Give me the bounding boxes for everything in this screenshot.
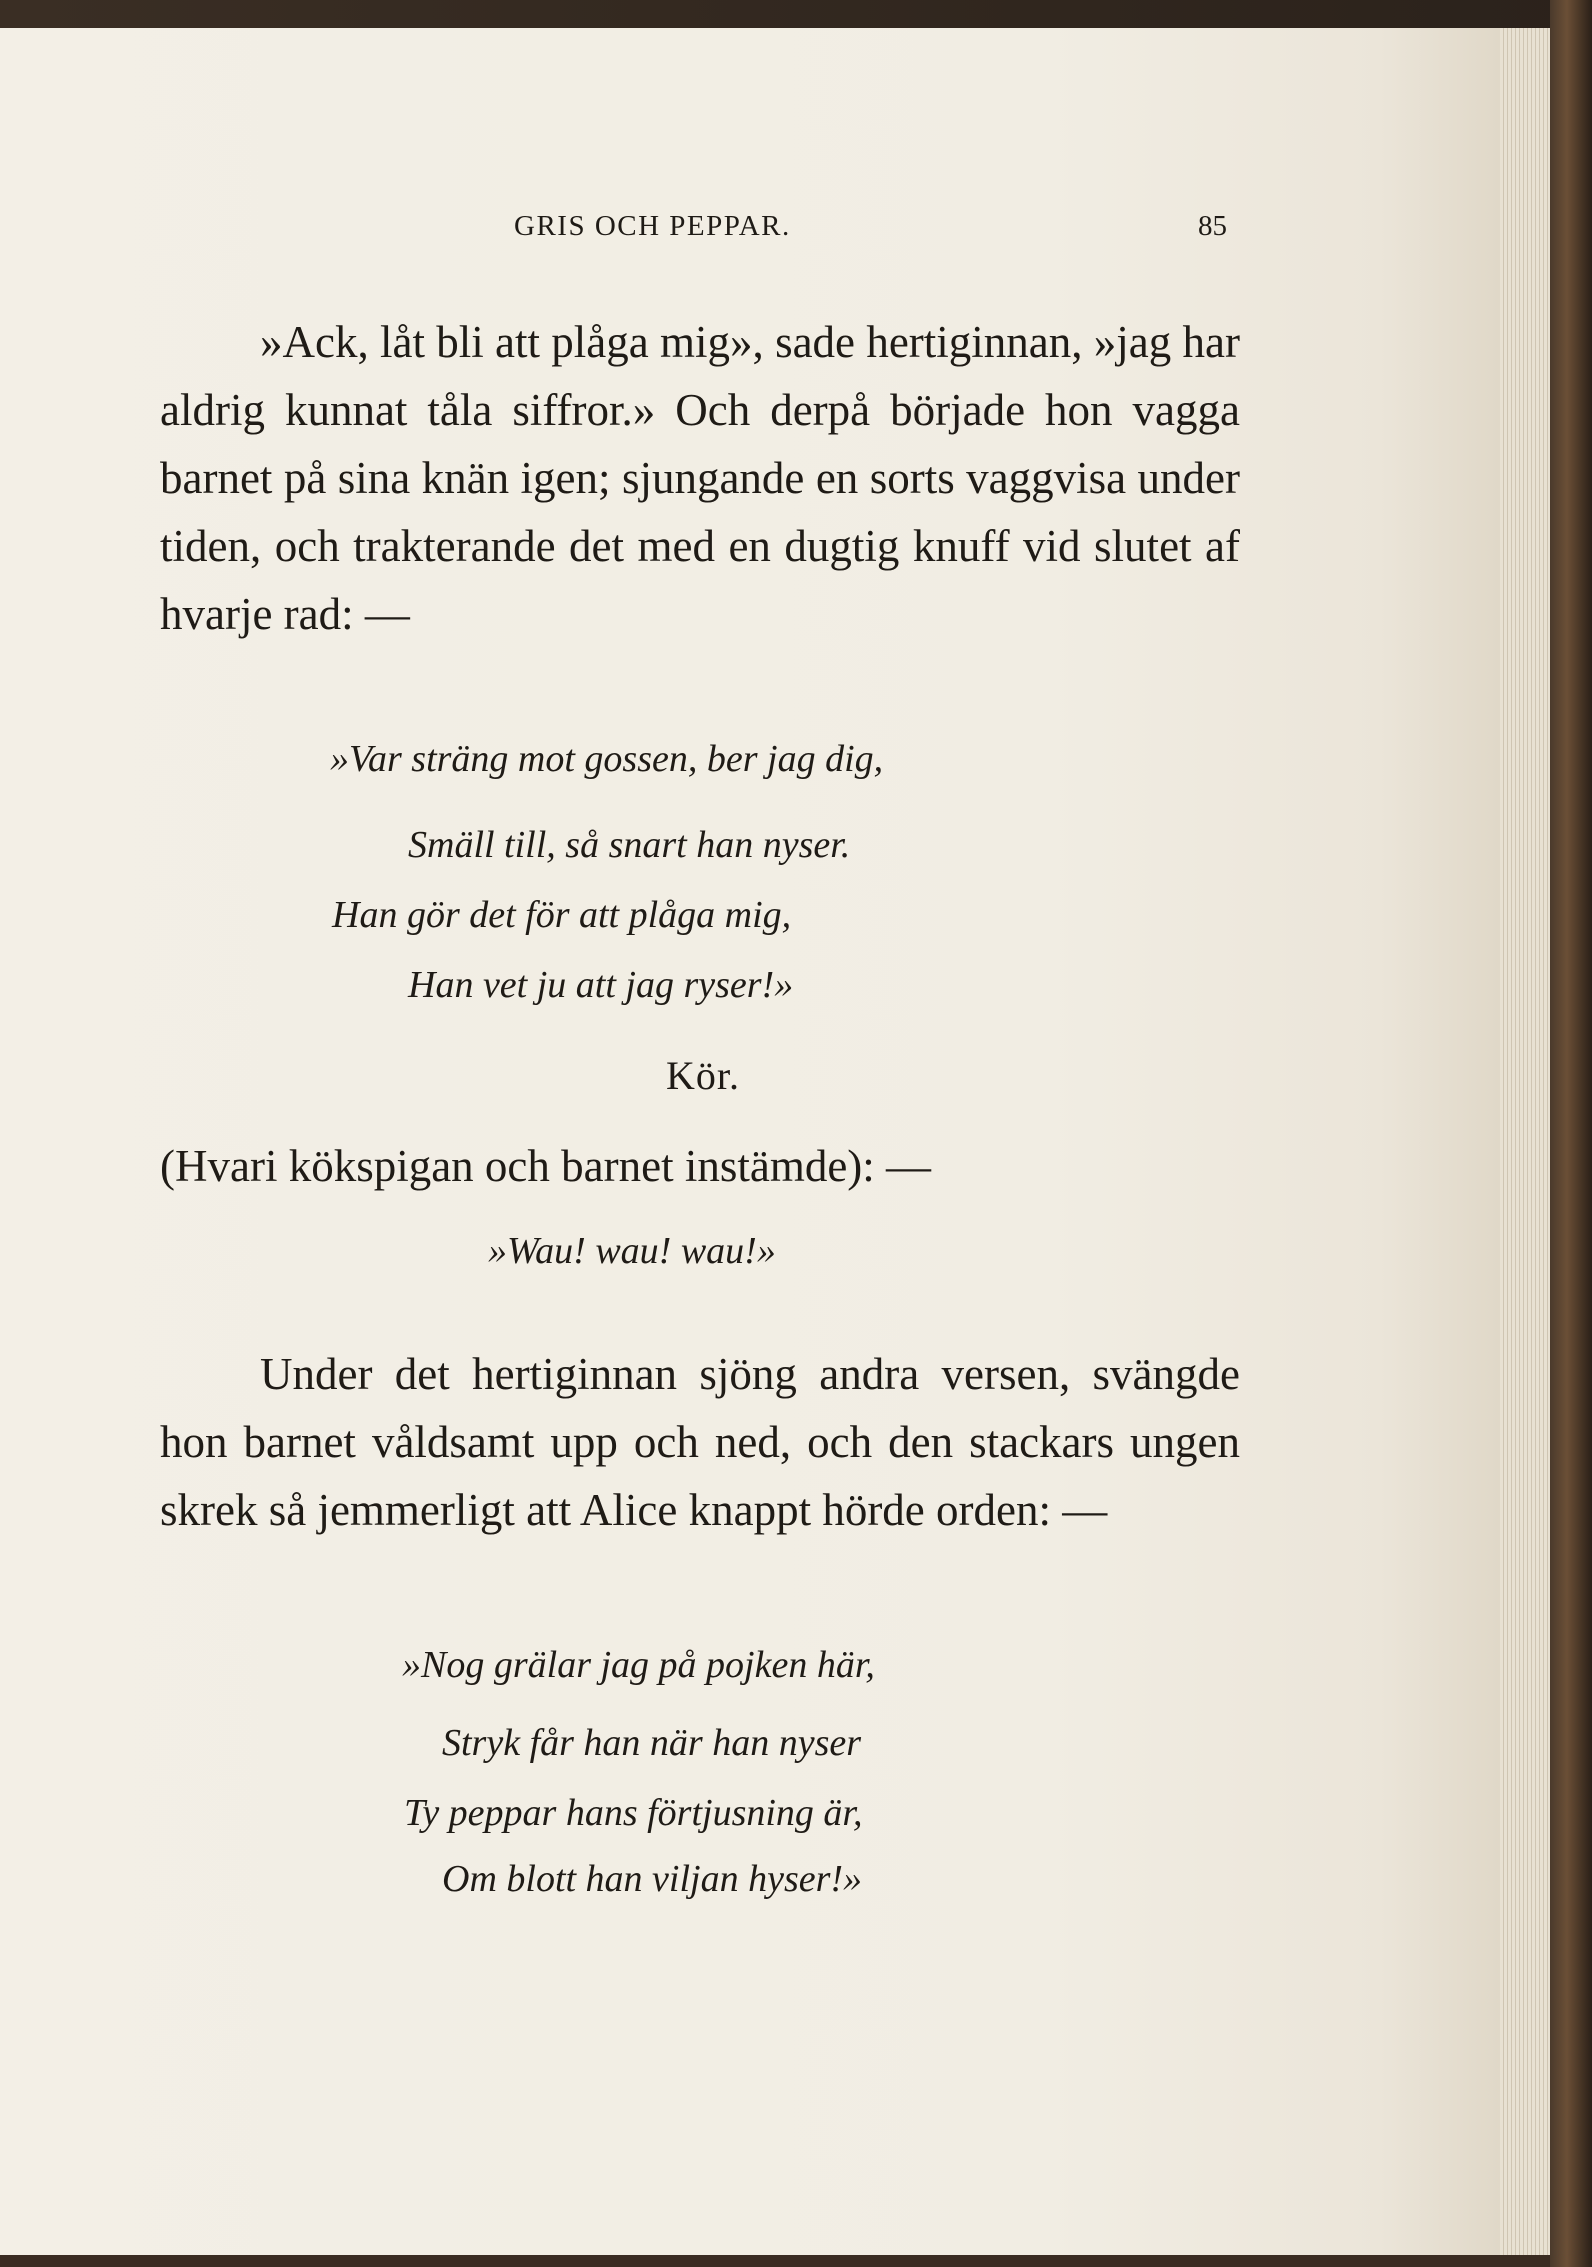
verse-line: Smäll till, så snart han nyser. xyxy=(408,824,851,866)
verse-line: »Nog grälar jag på pojken här, xyxy=(402,1644,875,1686)
paragraph-2-text: (Hvari kökspigan och barnet instämde): — xyxy=(160,1141,932,1191)
paragraph-2 xyxy=(160,1132,1240,1200)
verse-line: Han gör det för att plåga mig, xyxy=(332,894,792,936)
chorus-heading: Kör. xyxy=(666,1053,740,1098)
verse-line: Om blott han viljan hyser!» xyxy=(442,1858,863,1900)
bottom-edge xyxy=(0,2255,1550,2267)
running-title: GRIS OCH PEPPAR. xyxy=(514,210,791,242)
verse-line: »Wau! wau! wau!» xyxy=(488,1230,776,1272)
verse-line: »Var sträng mot gossen, ber jag dig, xyxy=(330,738,884,780)
paragraph-1-text: »Ack, låt bli att plåga mig», sade hertiginnan, »jag har aldrig kunnat tåla siffror.» Och derpå började hon vagga barnet på sina knän igen; sjungande en sorts vaggvisa under tiden, och trakterande det med en dugtig knuff vid slutet af hvarje rad: — xyxy=(160,317,1240,639)
verse-line: Stryk får han när han nyser xyxy=(442,1722,862,1764)
verse-line: Ty peppar hans förtjusning är, xyxy=(404,1792,863,1834)
paragraph-3 xyxy=(160,1340,1240,1544)
page-edges xyxy=(1500,28,1550,2267)
book-cover-edge xyxy=(1550,0,1592,2267)
paragraph-1 xyxy=(160,308,1240,648)
page-number: 85 xyxy=(1198,210,1227,242)
verse-line: Han vet ju att jag ryser!» xyxy=(408,964,794,1006)
paragraph-3-text: Under det hertiginnan sjöng andra versen, svängde hon barnet våldsamt upp och ned, och den stackars ungen skrek så jemmerligt att Alice knappt hörde orden: — xyxy=(160,1349,1240,1535)
